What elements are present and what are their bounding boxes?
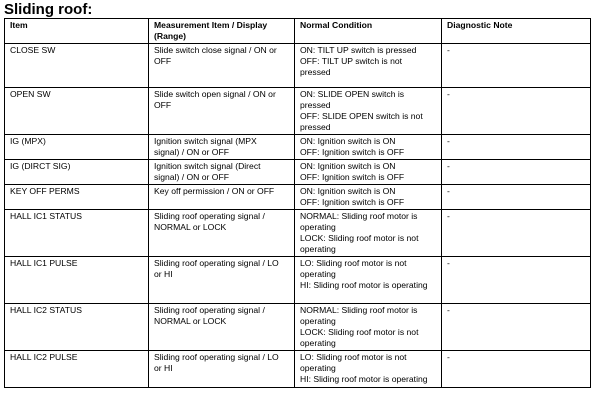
diagnostic-note-text: - (447, 211, 450, 221)
table-row (5, 135, 591, 160)
measurement-line: Sliding roof operating signal / (154, 305, 265, 315)
item-label: IG (DIRCT SIG) (10, 161, 71, 171)
table-row (5, 160, 591, 185)
cell-measurement (149, 351, 295, 388)
normal-condition-line: ON: SLIDE OPEN switch is (300, 89, 405, 99)
cell-measurement (149, 210, 295, 257)
normal-condition-line: OFF: Ignition switch is OFF (300, 172, 405, 182)
normal-condition-line: ON: TILT UP switch is pressed (300, 45, 417, 55)
normal-condition-line: OFF: SLIDE OPEN switch is not (300, 111, 423, 121)
diagnostic-note-text: - (447, 352, 450, 362)
diagnostic-note-text: - (447, 89, 450, 99)
table-header-row (5, 19, 591, 44)
cell-diagnostic-note (442, 304, 591, 351)
cell-diagnostic-note (442, 160, 591, 185)
cell-measurement (149, 135, 295, 160)
cell-diagnostic-note (442, 257, 591, 304)
item-label: KEY OFF PERMS (10, 186, 80, 196)
diagnostic-note-text: - (447, 161, 450, 171)
header-diagnostic-note (442, 19, 591, 44)
header-normal-condition (295, 19, 442, 44)
table-body (5, 44, 591, 388)
measurement-line: Sliding roof operating signal / LO (154, 258, 279, 268)
measurement-line: signal) / ON or OFF (154, 172, 229, 182)
header-item-label: Item (10, 20, 28, 30)
cell-measurement (149, 304, 295, 351)
normal-condition-line: operating (300, 363, 336, 373)
table-row (5, 304, 591, 351)
cell-item (5, 210, 149, 257)
cell-item (5, 185, 149, 210)
normal-condition-line: NORMAL: Sliding roof motor is (300, 211, 418, 221)
section-title: Sliding roof: (4, 1, 93, 18)
header-measurement (149, 19, 295, 44)
table-row (5, 44, 591, 88)
item-label: CLOSE SW (10, 45, 56, 55)
measurement-line: Key off permission / ON or OFF (154, 186, 275, 196)
normal-condition-line: pressed (300, 67, 331, 77)
diagnostic-note-text: - (447, 136, 450, 146)
measurement-line: NORMAL or LOCK (154, 222, 227, 232)
normal-condition-line: HI: Sliding roof motor is operating (300, 280, 428, 290)
normal-condition-line: ON: Ignition switch is ON (300, 136, 396, 146)
cell-item (5, 351, 149, 388)
measurement-line: signal) / ON or OFF (154, 147, 229, 157)
measurement-line: Slide switch close signal / ON or (154, 45, 277, 55)
table-row (5, 257, 591, 304)
header-normal-label: Normal Condition (300, 20, 373, 30)
normal-condition-line: LO: Sliding roof motor is not (300, 352, 407, 362)
cell-normal-condition (295, 185, 442, 210)
normal-condition-line: HI: Sliding roof motor is operating (300, 374, 428, 384)
cell-diagnostic-note (442, 185, 591, 210)
table-row (5, 88, 591, 135)
measurement-line: Slide switch open signal / ON or (154, 89, 276, 99)
cell-measurement (149, 257, 295, 304)
header-measurement-line2: (Range) (154, 31, 186, 41)
cell-item (5, 304, 149, 351)
cell-normal-condition (295, 351, 442, 388)
cell-diagnostic-note (442, 44, 591, 88)
normal-condition-line: operating (300, 338, 336, 348)
measurement-line: Ignition switch signal (Direct (154, 161, 261, 171)
measurement-line: OFF (154, 100, 172, 110)
item-label: OPEN SW (10, 89, 51, 99)
cell-normal-condition (295, 304, 442, 351)
cell-measurement (149, 185, 295, 210)
cell-normal-condition (295, 160, 442, 185)
cell-diagnostic-note (442, 351, 591, 388)
cell-diagnostic-note (442, 210, 591, 257)
normal-condition-line: NORMAL: Sliding roof motor is (300, 305, 418, 315)
diagnostic-note-text: - (447, 45, 450, 55)
measurement-line: NORMAL or LOCK (154, 316, 227, 326)
cell-normal-condition (295, 257, 442, 304)
cell-normal-condition (295, 135, 442, 160)
diagnostic-note-text: - (447, 305, 450, 315)
cell-normal-condition (295, 210, 442, 257)
item-label: HALL IC1 PULSE (10, 258, 78, 268)
table-row (5, 210, 591, 257)
item-label: HALL IC1 STATUS (10, 211, 82, 221)
measurement-line: OFF (154, 56, 172, 66)
header-item (5, 19, 149, 44)
cell-normal-condition (295, 44, 442, 88)
normal-condition-line: OFF: Ignition switch is OFF (300, 147, 405, 157)
normal-condition-line: operating (300, 316, 336, 326)
normal-condition-line: pressed (300, 122, 331, 132)
data-list-table (4, 18, 591, 388)
cell-item (5, 88, 149, 135)
diagnostic-note-text: - (447, 186, 450, 196)
normal-condition-line: OFF: TILT UP switch is not (300, 56, 403, 66)
table-row (5, 185, 591, 210)
normal-condition-line: LOCK: Sliding roof motor is not (300, 327, 419, 337)
normal-condition-line: operating (300, 269, 336, 279)
header-diagnostic-label: Diagnostic Note (447, 20, 513, 30)
item-label: HALL IC2 PULSE (10, 352, 78, 362)
cell-item (5, 257, 149, 304)
normal-condition-line: ON: Ignition switch is ON (300, 186, 396, 196)
item-label: IG (MPX) (10, 136, 46, 146)
cell-diagnostic-note (442, 88, 591, 135)
normal-condition-line: operating (300, 222, 336, 232)
cell-item (5, 44, 149, 88)
cell-measurement (149, 44, 295, 88)
measurement-line: Sliding roof operating signal / LO (154, 352, 279, 362)
normal-condition-line: operating (300, 244, 336, 254)
header-measurement-line1: Measurement Item / Display (154, 20, 268, 30)
cell-item (5, 135, 149, 160)
cell-item (5, 160, 149, 185)
measurement-line: Ignition switch signal (MPX (154, 136, 257, 146)
measurement-line: or HI (154, 269, 173, 279)
normal-condition-line: LO: Sliding roof motor is not (300, 258, 407, 268)
table-row (5, 351, 591, 388)
cell-measurement (149, 160, 295, 185)
normal-condition-line: pressed (300, 100, 331, 110)
item-label: HALL IC2 STATUS (10, 305, 82, 315)
normal-condition-line: ON: Ignition switch is ON (300, 161, 396, 171)
measurement-line: Sliding roof operating signal / (154, 211, 265, 221)
cell-measurement (149, 88, 295, 135)
cell-normal-condition (295, 88, 442, 135)
diagnostic-note-text: - (447, 258, 450, 268)
measurement-line: or HI (154, 363, 173, 373)
normal-condition-line: LOCK: Sliding roof motor is not (300, 233, 419, 243)
cell-diagnostic-note (442, 135, 591, 160)
normal-condition-line: OFF: Ignition switch is OFF (300, 197, 405, 207)
